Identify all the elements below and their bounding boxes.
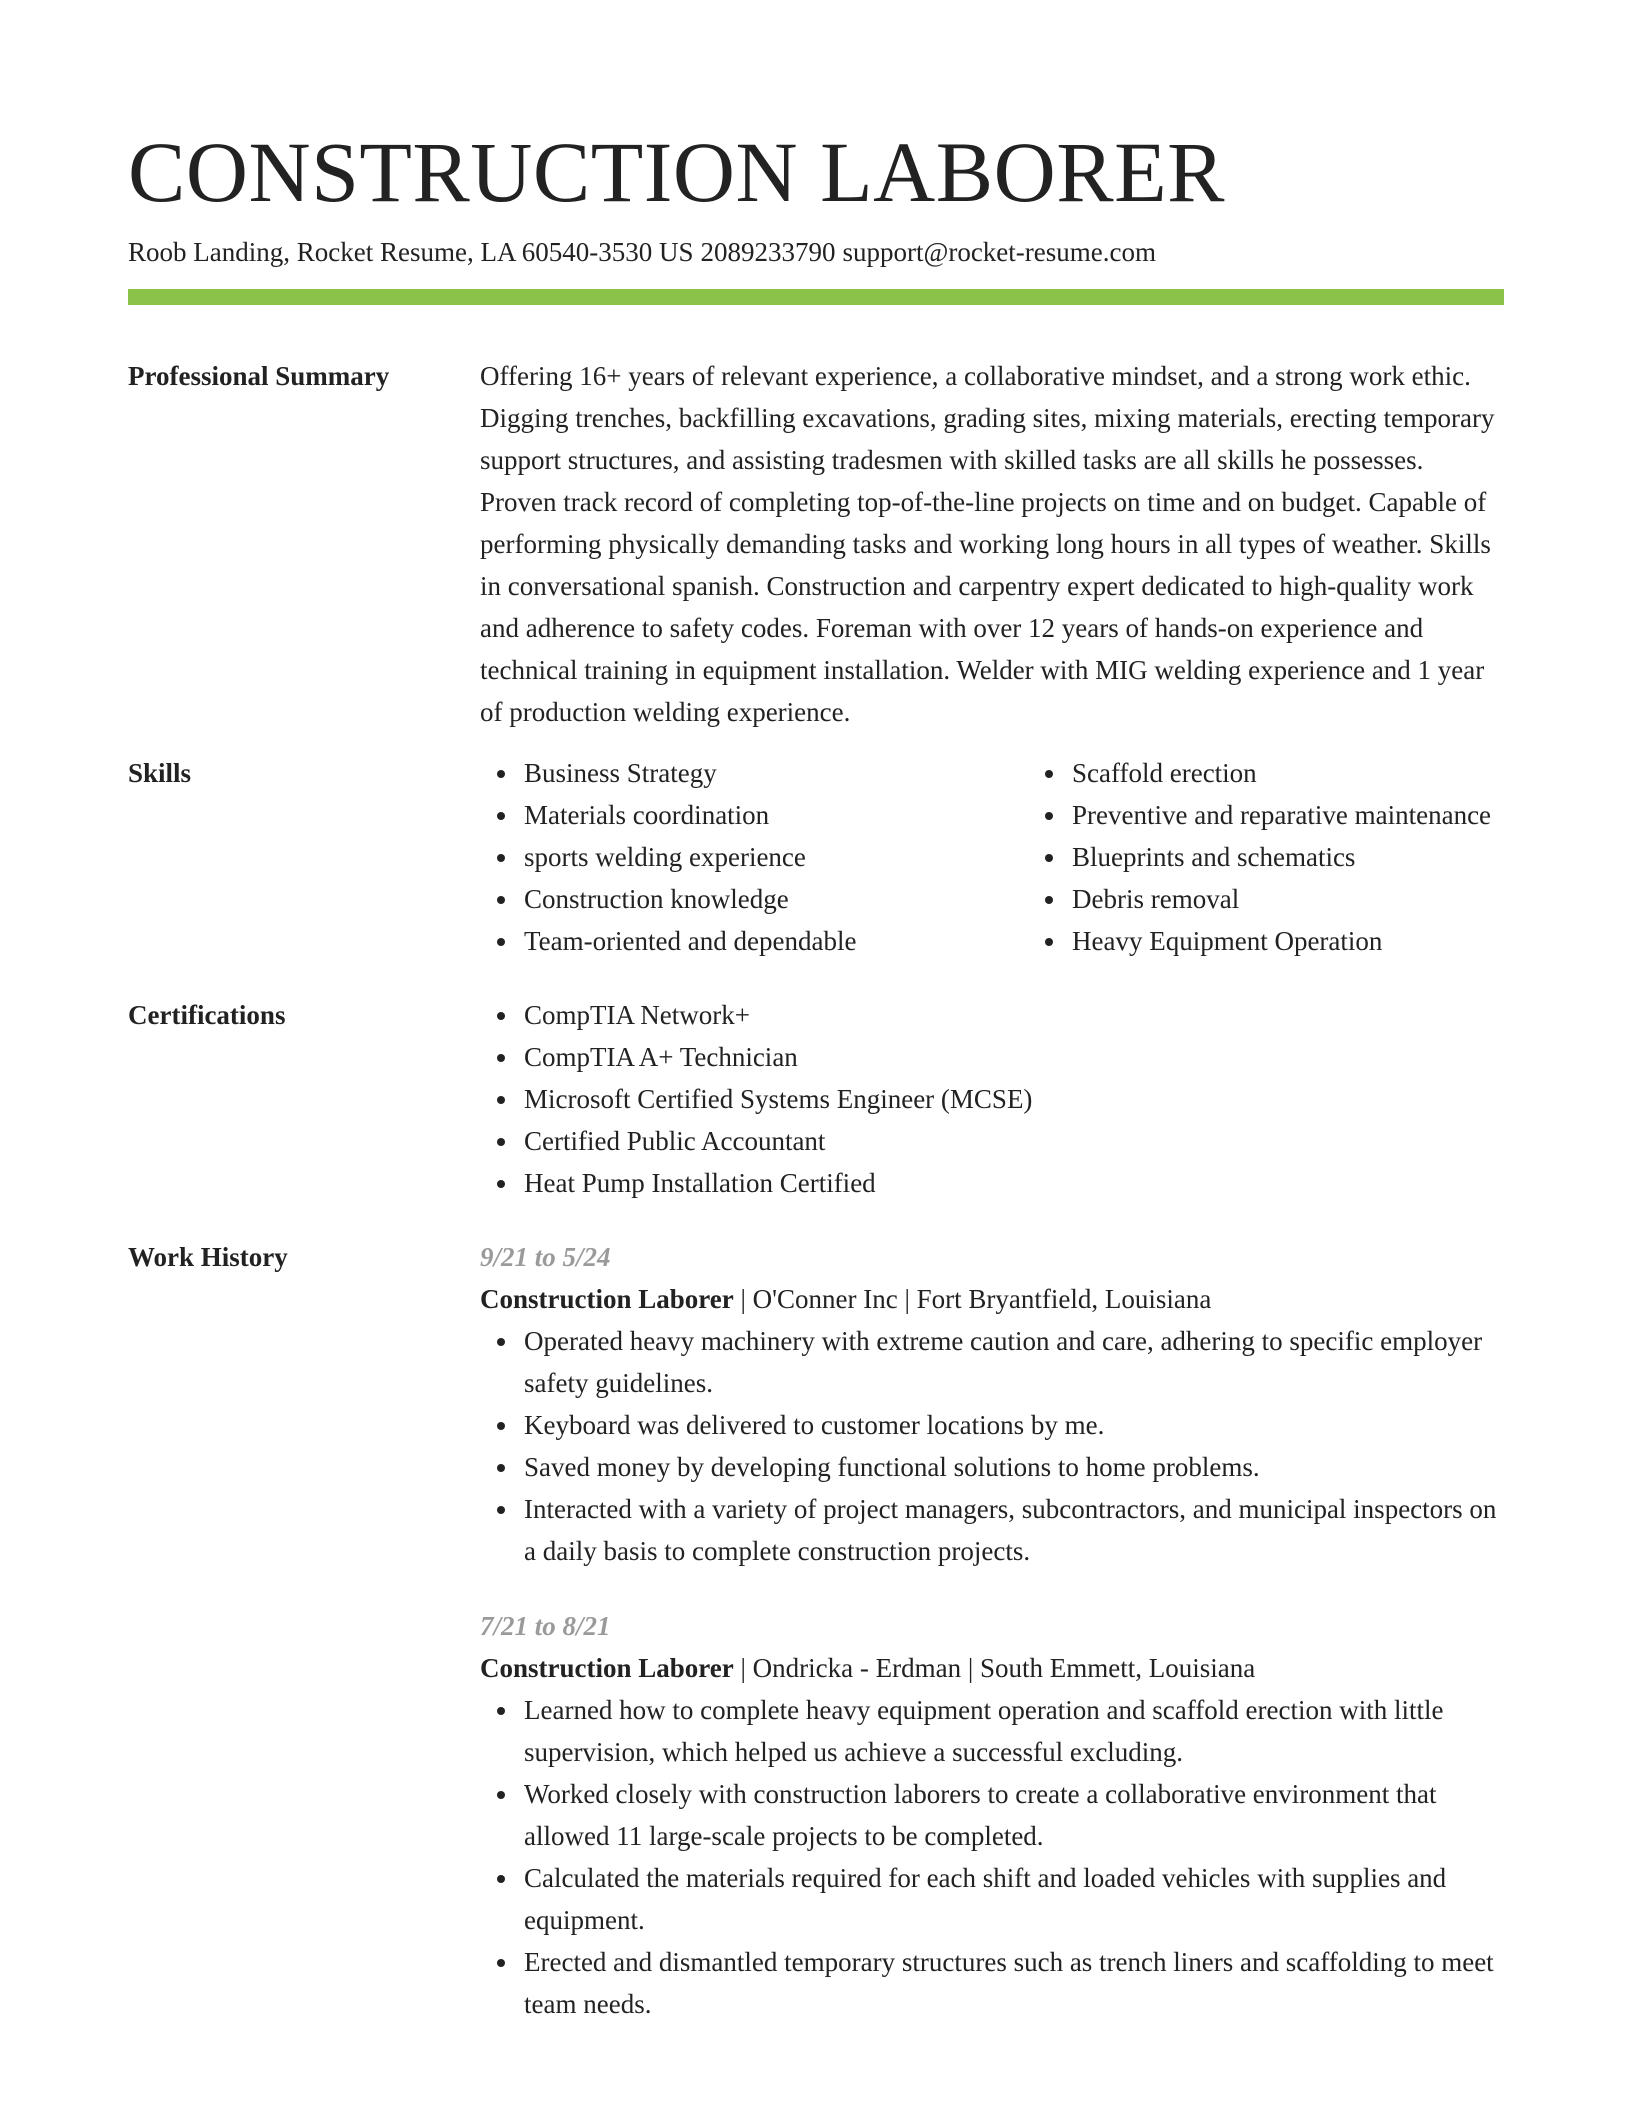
certification-item: CompTIA A+ Technician [524, 1036, 1504, 1078]
skills-column-1 [480, 752, 1028, 962]
skill-item: sports welding experience [524, 836, 1028, 878]
job-header [480, 1278, 1504, 1320]
job-duty-item: Keyboard was delivered to customer locations by me. [524, 1404, 1504, 1446]
work-history-section [128, 1236, 1504, 2025]
certifications-section [128, 994, 1504, 1204]
job-dates: 9/21 to 5/24 [480, 1242, 611, 1272]
certification-item: Certified Public Accountant [524, 1120, 1504, 1162]
job-entry [480, 1236, 1504, 1572]
job-duty-item: Interacted with a variety of project managers, subcontractors, and municipal inspectors on a daily basis to complete construction projects. [524, 1488, 1504, 1572]
job-duty-item: Worked closely with construction laborers to create a collaborative environment that allowed 11 large-scale projects to be completed. [524, 1773, 1504, 1857]
job-dates: 7/21 to 8/21 [480, 1611, 611, 1641]
skill-item: Scaffold erection [1072, 752, 1504, 794]
skill-item: Heavy Equipment Operation [1072, 920, 1504, 962]
skills-heading: Skills [128, 758, 192, 788]
job-duties-list [480, 1689, 1504, 2025]
certifications-list [480, 994, 1504, 1204]
job-employer-location: | O'Conner Inc | Fort Bryantfield, Louisiana [733, 1284, 1212, 1314]
header-accent-rule [128, 289, 1504, 305]
skill-item: Preventive and reparative maintenance [1072, 794, 1504, 836]
job-duty-item: Calculated the materials required for each shift and loaded vehicles with supplies and equipment. [524, 1857, 1504, 1941]
skill-item: Construction knowledge [524, 878, 1028, 920]
contact-address: Roob Landing, Rocket Resume, LA 60540-3530 US [128, 237, 694, 267]
job-title: Construction Laborer [480, 1284, 734, 1314]
certification-item: Heat Pump Installation Certified [524, 1162, 1504, 1204]
skill-item: Business Strategy [524, 752, 1028, 794]
job-duty-item: Learned how to complete heavy equipment operation and scaffold erection with little supervision, which helped us achieve a successful excluding. [524, 1689, 1504, 1773]
skill-item: Blueprints and schematics [1072, 836, 1504, 878]
work-history-heading: Work History [128, 1242, 288, 1272]
contact-line [128, 234, 1504, 270]
job-duties-list [480, 1320, 1504, 1572]
job-entry [480, 1605, 1504, 2025]
certification-item: CompTIA Network+ [524, 994, 1504, 1036]
certification-item: Microsoft Certified Systems Engineer (MCSE) [524, 1078, 1504, 1120]
skill-item: Team-oriented and dependable [524, 920, 1028, 962]
job-header [480, 1647, 1504, 1689]
job-duty-item: Saved money by developing functional solutions to home problems. [524, 1446, 1504, 1488]
skill-item: Debris removal [1072, 878, 1504, 920]
summary-text: Offering 16+ years of relevant experience, a collaborative mindset, and a strong work ethic. Digging trenches, backfilling excavations, grading sites, mixing materials, erecting temporary support structures, and assisting tradesmen with skilled tasks are all skills he possesses. Proven track record of completing top-of-the-line projects on time and on budget. Capable of performing physically demanding tasks and working long hours in all types of weather. Skills in conversational spanish. Construction and carpentry expert dedicated to high-quality work and adherence to safety codes. Foreman with over 12 years of hands-on experience and technical training in equipment installation. Welder with MIG welding experience and 1 year of production welding experience. [480, 361, 1495, 727]
summary-heading: Professional Summary [128, 361, 390, 391]
summary-section [128, 355, 1504, 733]
job-employer-location: | Ondricka - Erdman | South Emmett, Louisiana [733, 1653, 1256, 1683]
candidate-title: CONSTRUCTION LABORER [128, 124, 1226, 220]
job-duty-item: Erected and dismantled temporary structures such as trench liners and scaffolding to meet team needs. [524, 1941, 1504, 2025]
resume-page [128, 0, 1504, 2025]
job-duty-item: Operated heavy machinery with extreme caution and care, adhering to specific employer safety guidelines. [524, 1320, 1504, 1404]
skills-column-2 [1028, 752, 1504, 962]
contact-phone: 2089233790 [700, 237, 836, 267]
job-title: Construction Laborer [480, 1653, 734, 1683]
certifications-heading: Certifications [128, 1000, 286, 1030]
skill-item: Materials coordination [524, 794, 1028, 836]
skills-section [128, 752, 1504, 962]
contact-email: support@rocket-resume.com [842, 237, 1156, 267]
